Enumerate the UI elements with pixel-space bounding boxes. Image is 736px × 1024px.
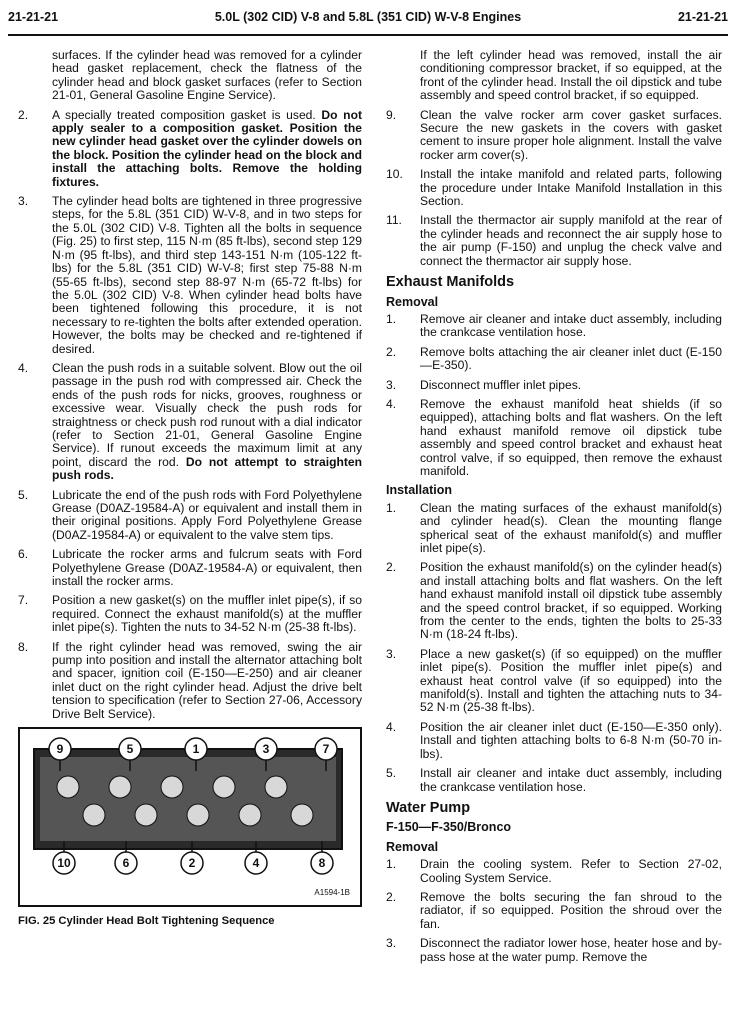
step-item [386, 561, 722, 641]
step-text: Install air cleaner and intake duct assembly, including the crankcase ventilation hose. [420, 766, 722, 794]
cylinder-head-illustration [20, 729, 356, 901]
step-number: 5. [18, 487, 29, 502]
step-number: 4. [386, 396, 397, 411]
step-text: Disconnect muffler inlet pipes. [420, 377, 582, 392]
subheading-model-range: F-150—F-350/Bronco [386, 820, 512, 835]
step-text: Lubricate the end of the push rods with Ford Polyethylene Grease (D0AZ-19584-A) or equivalent and install them in their original positions. Apply Ford Polyethylene Grease (D0AZ-19584-A) or equivalent to the valve stem tips. [52, 487, 362, 542]
page-number-left: 21-21-21 [8, 10, 59, 24]
step-text-plain: Clean the push rods in a suitable solvent. Blow out the oil passage in the push rod with compressed air. Check the ends of the push rods for nicks, grooves, roughness or excessive wear. Visually check the push rods for straightness or check push rod runout with a dial indicator (refer to Section 21-01, General Gasoline Engine Service). If runout exceeds the maximum limit at any point, discard the rod. [52, 360, 362, 469]
bolt-number-label: 4 [252, 856, 260, 871]
bolt-number-label: 6 [122, 856, 130, 871]
bolt-number-label: 5 [126, 742, 134, 757]
step-text: Remove air cleaner and intake duct assembly, including the crankcase ventilation hose. [420, 311, 722, 340]
step-item [386, 313, 722, 340]
page-header [8, 10, 728, 32]
step-text: Install the thermactor air supply manifold at the rear of the cylinder heads and reconnect the air supply hose to the air pump (F-150) and unplug the check valve and connect the thermactor air supply hose. [420, 213, 722, 268]
step-text-bold: Do not apply sealer to a composition gasket. Position the new cylinder head gasket over the cylinder dowels on the block. Position the cylinder head on the block and install the attaching bolts. Remove the holding fixtures. [52, 107, 362, 189]
subheading-removal: Removal [386, 839, 439, 854]
step-item [18, 641, 362, 721]
valve-port [213, 776, 235, 798]
step-text: Clean the mating surfaces of the exhaust manifold(s) and cylinder head(s). Clean the mounting flange spherical seat of the exhaust manifold(s) and muffler inlet pipe(s). [420, 500, 722, 555]
step-number: 1. [386, 857, 397, 872]
subheading-installation: Installation [386, 483, 452, 498]
step-number: 11. [386, 213, 402, 228]
step-number: 9. [386, 107, 397, 122]
step-text: Remove bolts attaching the air cleaner inlet duct (E-150—E-350). [420, 344, 722, 373]
step-number: 3. [386, 646, 397, 661]
valve-port [187, 804, 209, 826]
step-text: Drain the cooling system. Refer to Section 27-02, Cooling System Service. [420, 857, 722, 885]
bolt-number-label: 8 [318, 856, 326, 871]
step-item [18, 362, 362, 483]
step-text: Position the exhaust manifold(s) on the cylinder head(s) and install attaching bolts and flat washers. On the left hand exhaust manifold install oil dipstick tube assembly and the speed control bracket, if so equipped. Working from the center to the ends, tighten the bolts to 25-33 N·m (18-24 ft-lbs). [420, 560, 722, 642]
cylinder-head-figure [18, 727, 362, 907]
valve-port [83, 804, 105, 826]
step-number: 3. [18, 194, 29, 209]
valve-port [239, 804, 261, 826]
page-number-right: 21-21-21 [677, 10, 728, 24]
valve-port [265, 776, 287, 798]
step-text: Place a new gasket(s) (if so equipped) on the muffler inlet pipe(s). Position the muffler inlet pipe(s) and exhaust heat control valve (if so equipped) into the manifold(s). Install and tighten the attaching nuts to 34-52 N·m (25-38 ft-lbs). [420, 646, 722, 715]
step-number: 10. [386, 167, 403, 182]
figure-caption: FIG. 25 Cylinder Head Bolt Tightening Sequence [18, 915, 275, 928]
step-number: 1. [386, 311, 397, 326]
step-item [386, 502, 722, 556]
step-number: 4. [386, 719, 397, 734]
bolt-number-label: 10 [57, 856, 71, 871]
step-item [18, 594, 362, 634]
valve-port [135, 804, 157, 826]
step-number: 6. [18, 547, 29, 562]
header-rule [8, 34, 728, 36]
left-column [18, 49, 362, 929]
step-item [386, 379, 722, 392]
step-text: Disconnect the radiator lower hose, heater hose and by-pass hose at the water pump. Remove the [420, 936, 722, 964]
step-item [18, 548, 362, 588]
step-text: The cylinder head bolts are tightened in three progressive steps, for the 5.8L (351 CID) W-V-8, and in two steps for the 5.0L (302 CID) V-8. Tighten all the bolts in sequence (Fig. 25) to first step, 115 N·m (85 ft-lbs), second step 129 N·m (95 ft-lbs), and third step 143-151 N·m (105-122 ft-lbs) for the 5.8L (351 CID) W-V-8; first step 75-88 N·m (55-65 ft-lbs), second step 88-97 N·m (65-72 ft-lbs) for the 5.0L (302 CID) V-8. When cylinder head bolts have been tightened following this procedure, it is not necessary to re-tighten the bolts after extended operation. However, the bolts may be checked and re-tightened if desired. [52, 194, 362, 356]
step-item [386, 721, 722, 761]
step-text-plain: A specially treated composition gasket is used. [52, 107, 316, 122]
section-heading-exhaust-manifolds: Exhaust Manifolds [386, 274, 515, 291]
bolt-number-label: 2 [188, 856, 196, 871]
step-text: If the right cylinder head was removed, swing the air pump into position and install the alternator attaching bolt and spacer, ignition coil (E-150—E-250) and air cleaner inlet duct on the right cylinder head. Adjust the drive belt tension to specification (refer to Section 27-06, Accessory Drive Belt Service). [52, 639, 362, 721]
subheading-removal: Removal [386, 294, 439, 309]
step-item [386, 214, 722, 268]
step-number: 2. [18, 107, 29, 122]
continued-paragraph: surfaces. If the cylinder head was removed for a cylinder head gasket replacement, check the flatness of the cylinder head and block gasket surfaces (refer to Section 21-01, General Gasoline Engine Service). [52, 48, 362, 103]
step-text: Position a new gasket(s) on the muffler inlet pipe(s), if so required. Connect the exhaust manifold(s) at the muffler inlet pipe(s). Tighten the nuts to 34-52 N·m (25-38 ft-lbs). [52, 593, 362, 635]
step-number: 8. [18, 639, 29, 654]
section-heading-water-pump: Water Pump [386, 799, 471, 816]
step-item [386, 109, 722, 163]
valve-port [291, 804, 313, 826]
page-title: 5.0L (302 CID) V-8 and 5.8L (351 CID) W-V-8 Engines [214, 10, 522, 24]
right-column [386, 49, 722, 970]
step-text: Remove the bolts securing the fan shroud to the radiator, if so equipped. Position the shroud over the fan. [420, 889, 722, 931]
step-number: 2. [386, 344, 397, 359]
step-item [18, 489, 362, 543]
step-item [386, 767, 722, 794]
step-text [52, 362, 362, 483]
step-item [18, 195, 362, 356]
step-text: Position the air cleaner inlet duct (E-150—E-350 only). Install and tighten attaching bolts to 6-8 N·m (50-70 in-lbs). [420, 719, 722, 761]
step-number: 2. [386, 889, 397, 904]
step-number: 2. [386, 560, 397, 575]
step-item [386, 937, 722, 964]
step-item [386, 891, 722, 931]
valve-port [57, 776, 79, 798]
bolt-number-label: 3 [262, 742, 270, 757]
step-number: 4. [18, 360, 29, 375]
bolt-number-label: 7 [322, 742, 330, 757]
step-item [386, 398, 722, 478]
step-text: Clean the valve rocker arm cover gasket surfaces. Secure the new gaskets in the covers with gasket cement to insure proper hole alignment. Install the valve rocker arm cover(s). [420, 107, 722, 162]
step-text [52, 109, 362, 189]
step-number: 1. [386, 500, 397, 515]
step-item [18, 109, 362, 189]
bolt-number-label: 9 [56, 742, 64, 757]
step-number: 7. [18, 593, 29, 608]
step-item [386, 648, 722, 715]
valve-port [109, 776, 131, 798]
valve-port [161, 776, 183, 798]
cylinder-head-surface [40, 757, 336, 841]
step-number: 5. [386, 766, 397, 781]
continued-paragraph: If the left cylinder head was removed, install the air conditioning compressor bracket, if so equipped, at the front of the cylinder head. Install the oil dipstick and tube assembly and speed control bracket, if so equipped. [420, 48, 722, 103]
step-item [386, 858, 722, 885]
step-number: 3. [386, 377, 397, 392]
step-item [386, 346, 722, 373]
bolt-number-label: 1 [192, 742, 200, 757]
step-text: Remove the exhaust manifold heat shields (if so equipped), attaching bolts and flat washers. On the left hand exhaust manifold remove oil dipstick tube assembly and speed control bracket and exhaust heat control valve, if so equipped, then remove the exhaust manifold. [420, 396, 722, 478]
step-item [386, 168, 722, 208]
step-number: 3. [386, 936, 397, 951]
figure-code: A1594-1B [314, 887, 350, 897]
step-text: Install the intake manifold and related parts, following the procedure under Intake Manifold Installation in this Section. [420, 167, 722, 209]
step-text-bold: Do not attempt to straighten push rods. [52, 454, 362, 483]
step-text: Lubricate the rocker arms and fulcrum seats with Ford Polyethylene Grease (D0AZ-19584-A) or equivalent, then install the rocker arms. [52, 547, 362, 589]
